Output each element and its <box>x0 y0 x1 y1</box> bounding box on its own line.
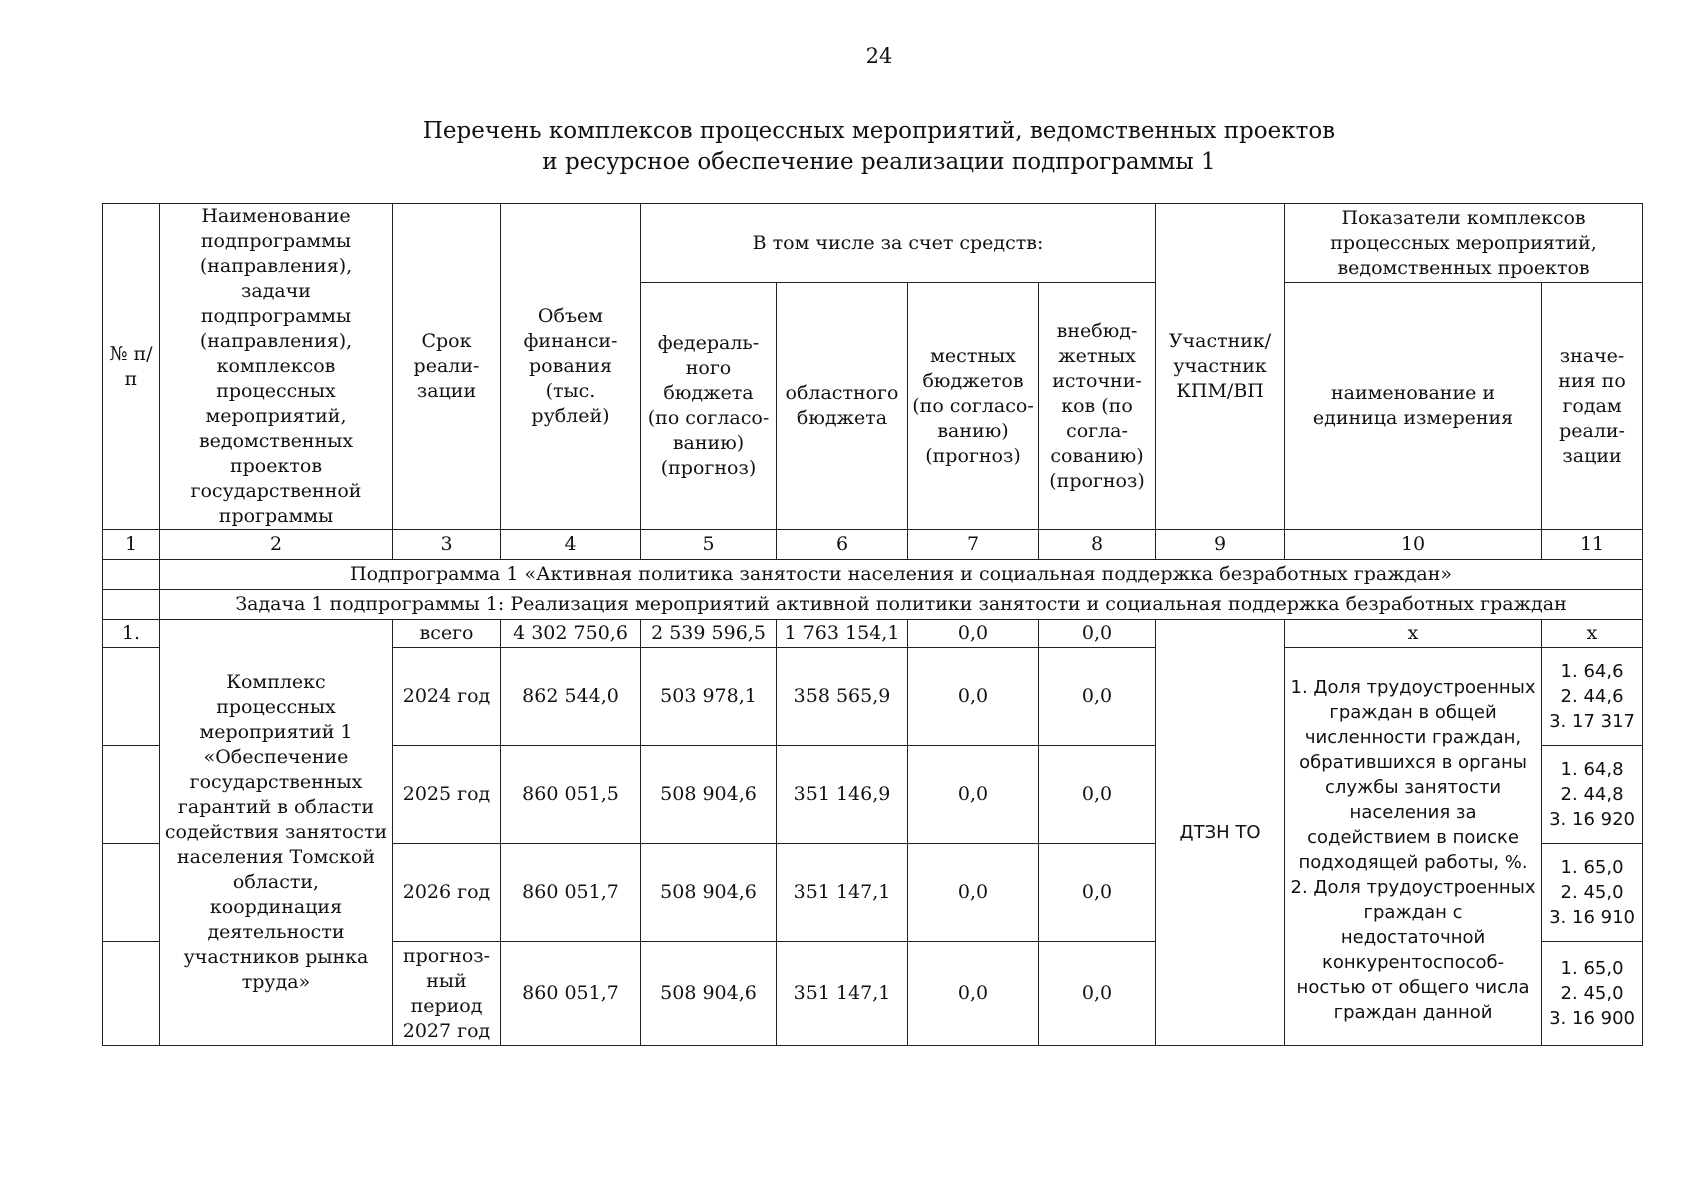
indicator-value: 2. 44,8 <box>1560 784 1624 805</box>
local-cell: 0,0 <box>908 746 1039 844</box>
regional-cell: 358 565,9 <box>777 648 908 746</box>
local-cell: 0,0 <box>908 844 1039 942</box>
title-line-1: Перечень комплексов процессных мероприятий, ведомственных проектов <box>422 118 1336 144</box>
extra-cell: 0,0 <box>1039 746 1156 844</box>
indicator-values <box>1542 648 1643 746</box>
header-volume: Объем финанси-рования (тыс. рублей) <box>501 204 641 530</box>
volume-cell: 860 051,7 <box>501 844 641 942</box>
header-indicators: Показатели комплексов процессных мероприятий, ведомственных проектов <box>1285 204 1643 283</box>
participant-cell: ДТЗН ТО <box>1156 620 1285 1046</box>
header-participant: Участник/ участник КПМ/ВП <box>1156 204 1285 530</box>
indicator-value: 3. 17 317 <box>1549 711 1635 732</box>
indicator-values <box>1542 746 1643 844</box>
local-cell: 0,0 <box>908 620 1039 648</box>
term-cell: 2024 год <box>393 648 501 746</box>
extra-cell: 0,0 <box>1039 942 1156 1046</box>
indicator-value: 1. 65,0 <box>1560 857 1624 878</box>
extra-cell: 0,0 <box>1039 844 1156 942</box>
indicator-values-cell: х <box>1542 620 1643 648</box>
col-number: 6 <box>777 530 908 560</box>
header-ind-values: значе-ния по годам реали-зации <box>1542 283 1643 530</box>
col-number: 2 <box>160 530 393 560</box>
indicator-name-cell: х <box>1285 620 1542 648</box>
complex-number: 1. <box>103 620 160 648</box>
indicator-value: 3. 16 900 <box>1549 1008 1635 1029</box>
title-line-2: и ресурсное обеспечение реализации подпрограммы 1 <box>542 149 1216 175</box>
col-number: 9 <box>1156 530 1285 560</box>
indicator-value: 2. 45,0 <box>1560 882 1624 903</box>
term-cell: 2025 год <box>393 746 501 844</box>
volume-cell: 862 544,0 <box>501 648 641 746</box>
indicator-values <box>1542 942 1643 1046</box>
indicator-value: 1. 65,0 <box>1560 958 1624 979</box>
federal-cell: 2 539 596,5 <box>641 620 777 648</box>
regional-cell: 351 146,9 <box>777 746 908 844</box>
indicator-value: 2. 45,0 <box>1560 983 1624 1004</box>
extra-cell: 0,0 <box>1039 648 1156 746</box>
program-table <box>102 203 1643 1046</box>
header-term: Срок реали-зации <box>393 204 501 530</box>
volume-cell: 4 302 750,6 <box>501 620 641 648</box>
col-number: 10 <box>1285 530 1542 560</box>
indicator-value: 1. 64,6 <box>1560 661 1624 682</box>
task-row: Задача 1 подпрограммы 1: Реализация мероприятий активной политики занятости и социальная поддержка безработных граждан <box>160 590 1643 620</box>
indicator-value: 3. 16 920 <box>1549 809 1635 830</box>
document-title <box>0 116 1698 178</box>
header-ind-name: наименование и единица измерения <box>1285 283 1542 530</box>
volume-cell: 860 051,7 <box>501 942 641 1046</box>
col-number: 4 <box>501 530 641 560</box>
indicator-values <box>1542 844 1643 942</box>
indicator-value: 2. 44,6 <box>1560 686 1624 707</box>
col-number: 11 <box>1542 530 1643 560</box>
regional-cell: 1 763 154,1 <box>777 620 908 648</box>
local-cell: 0,0 <box>908 648 1039 746</box>
table-row <box>103 620 1643 648</box>
header-local: местных бюджетов (по согласо-ванию) (прогноз) <box>908 283 1039 530</box>
col-number: 7 <box>908 530 1039 560</box>
column-numbers-row <box>103 530 1643 560</box>
federal-cell: 508 904,6 <box>641 942 777 1046</box>
term-cell: всего <box>393 620 501 648</box>
col-number: 1 <box>103 530 160 560</box>
indicator-value: 1. 64,8 <box>1560 759 1624 780</box>
indicator-description: 1. Доля трудоустроенных граждан в общей численности граждан, обратившихся в органы службы занятости населения за содействием в поиске подходящей работы, %. 2. Доля трудоустроенных граждан с недостаточной конкурентоспособ-ностью от общего числа граждан данной <box>1285 648 1542 1046</box>
volume-cell: 860 051,5 <box>501 746 641 844</box>
header-name: Наименование подпрограммы (направления), задачи подпрограммы (направления), комплексов процессных мероприятий, ведомственных проектов государственной программы <box>160 204 393 530</box>
header-num: № п/п <box>103 204 160 530</box>
local-cell: 0,0 <box>908 942 1039 1046</box>
term-cell: 2026 год <box>393 844 501 942</box>
header-federal: федераль-ного бюджета (по согласо-ванию) (прогноз) <box>641 283 777 530</box>
col-number: 8 <box>1039 530 1156 560</box>
header-extra: внебюд-жетных источни-ков (по согла-сованию) (прогноз) <box>1039 283 1156 530</box>
header-regional: областного бюджета <box>777 283 908 530</box>
indicator-value: 3. 16 910 <box>1549 907 1635 928</box>
header-including: В том числе за счет средств: <box>641 204 1156 283</box>
subprogram-row: Подпрограмма 1 «Активная политика занятости населения и социальная поддержка безработных граждан» <box>160 560 1643 590</box>
col-number: 3 <box>393 530 501 560</box>
col-number: 5 <box>641 530 777 560</box>
federal-cell: 508 904,6 <box>641 844 777 942</box>
term-cell: прогноз-ный период 2027 год <box>393 942 501 1046</box>
federal-cell: 508 904,6 <box>641 746 777 844</box>
complex-name: Комплекс процессных мероприятий 1 «Обеспечение государственных гарантий в области содействия занятости населения Томской области, координация деятельности участников рынка труда» <box>160 620 393 1046</box>
federal-cell: 503 978,1 <box>641 648 777 746</box>
page-number: 24 <box>865 44 893 68</box>
regional-cell: 351 147,1 <box>777 942 908 1046</box>
regional-cell: 351 147,1 <box>777 844 908 942</box>
extra-cell: 0,0 <box>1039 620 1156 648</box>
